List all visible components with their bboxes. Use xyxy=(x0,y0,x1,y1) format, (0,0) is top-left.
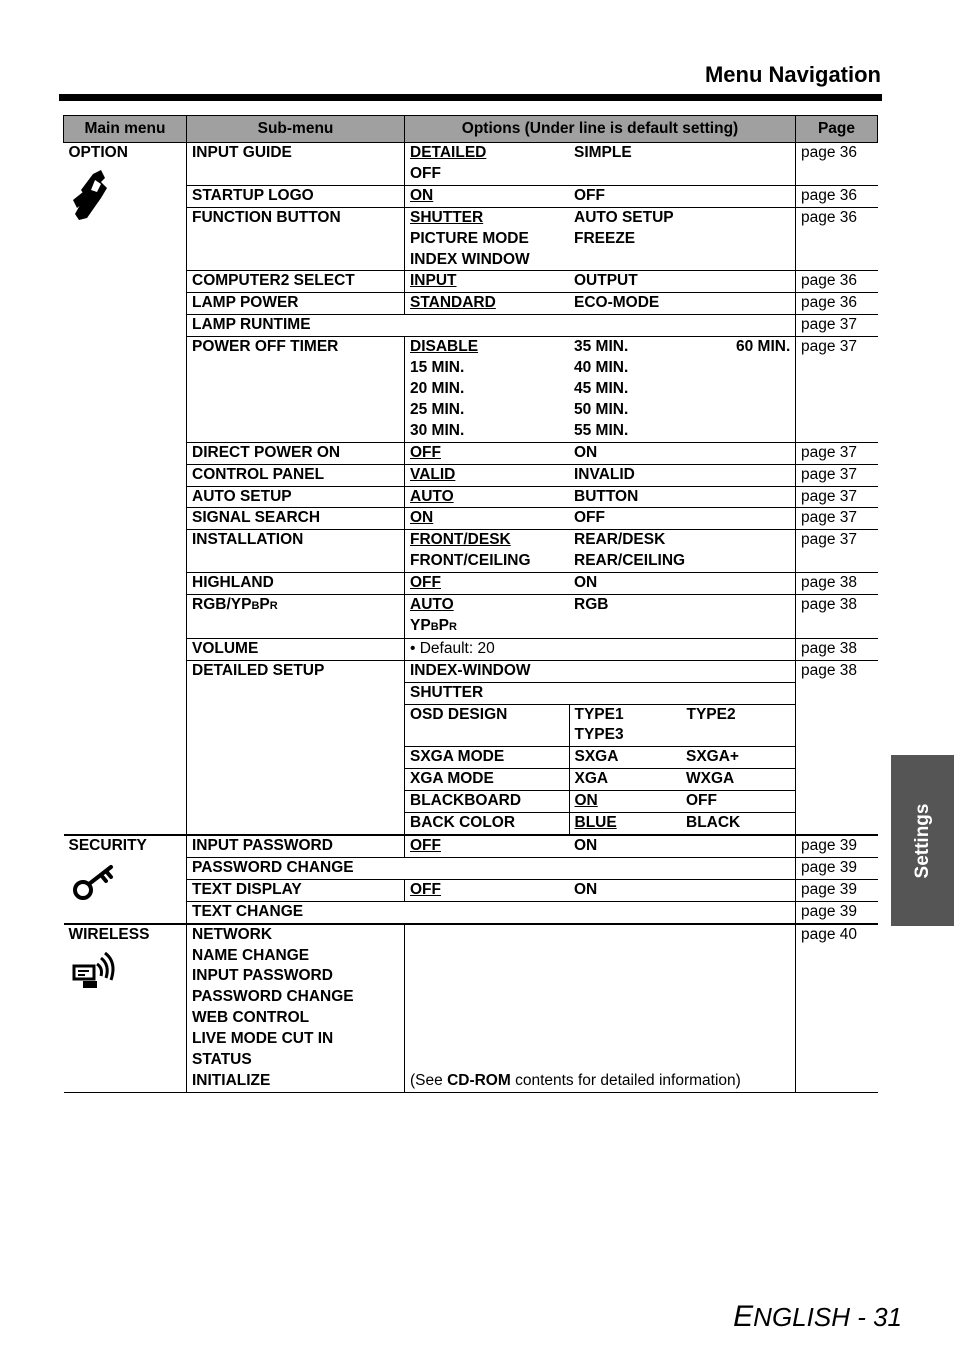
option-value: OFF xyxy=(574,509,605,527)
sub-detailed-setup: DETAILED SETUP xyxy=(187,660,405,835)
option-value: OSD DESIGN xyxy=(405,704,569,747)
table-row xyxy=(64,315,878,337)
table-row xyxy=(64,337,878,443)
table-header-row xyxy=(64,116,878,143)
page-ref: page 36 xyxy=(796,293,878,315)
table-row xyxy=(64,207,878,271)
option-value: RGB xyxy=(574,596,609,614)
sub-highland: HIGHLAND xyxy=(187,573,405,595)
page-ref: page 36 xyxy=(796,143,878,186)
side-tab-label: Settings xyxy=(911,803,933,878)
sub-rgb-ypbpr: RGB/YPBPR xyxy=(187,595,405,639)
option-value: OFF xyxy=(410,164,441,182)
page-ref: page 37 xyxy=(796,508,878,530)
table-row xyxy=(64,464,878,486)
sub-network: NETWORK xyxy=(192,925,273,943)
option-default: OFF xyxy=(410,443,441,461)
main-menu-security xyxy=(64,835,187,924)
sub-password-change: PASSWORD CHANGE xyxy=(192,988,354,1006)
page-ref: page 38 xyxy=(796,660,878,835)
option-value: XGA MODE xyxy=(405,769,569,791)
page-ref: page 37 xyxy=(796,337,878,443)
option-value: 55 MIN. xyxy=(574,421,629,439)
option-default: OFF xyxy=(410,574,441,592)
option-value: ON xyxy=(574,880,598,898)
wireless-note: (See CD-ROM contents for detailed information) xyxy=(405,924,796,1093)
page-footer: ENGLISH - 31 xyxy=(733,1300,902,1333)
key-icon xyxy=(71,863,182,910)
table-row xyxy=(64,442,878,464)
title-rule xyxy=(59,94,882,101)
table-row xyxy=(64,508,878,530)
option-default: ON xyxy=(410,186,434,204)
table-row xyxy=(64,638,878,660)
table-row xyxy=(64,486,878,508)
wireless-projector-icon xyxy=(71,952,182,999)
option-default: DETAILED xyxy=(410,144,487,161)
wireless-sub-list xyxy=(187,924,405,1093)
header-main-menu: Main menu xyxy=(64,116,187,143)
option-value: FRONT/CEILING xyxy=(410,552,531,570)
page-ref: page 36 xyxy=(796,185,878,207)
main-menu-label: WIRELESS xyxy=(68,925,150,943)
option-value: INDEX WINDOW xyxy=(410,250,530,268)
table-row xyxy=(64,271,878,293)
sub-live-mode-cut-in: LIVE MODE CUT IN xyxy=(192,1030,334,1048)
option-default: ON xyxy=(410,509,434,527)
sub-text-change: TEXT CHANGE xyxy=(187,901,796,923)
table-row xyxy=(64,185,878,207)
option-default: OFF xyxy=(410,880,441,898)
option-value: ON xyxy=(574,574,598,592)
option-value: 30 MIN. xyxy=(410,421,465,439)
table-row xyxy=(64,143,878,186)
main-menu-label: SECURITY xyxy=(68,837,147,854)
option-value: 25 MIN. xyxy=(410,400,465,418)
sub-signal-search: SIGNAL SEARCH xyxy=(187,508,405,530)
option-default: AUTO xyxy=(410,487,454,505)
page-ref: page 39 xyxy=(796,901,878,923)
page-ref: page 40 xyxy=(796,924,878,1093)
option-value: 35 MIN. xyxy=(574,338,629,356)
option-default: INPUT xyxy=(410,272,457,290)
option-value: AUTO SETUP xyxy=(574,208,674,226)
option-default: SHUTTER xyxy=(410,208,484,226)
page-ref: page 38 xyxy=(796,595,878,639)
option-value: REAR/CEILING xyxy=(574,552,686,570)
option-value: SHUTTER xyxy=(405,682,795,704)
sub-input-password: INPUT PASSWORD xyxy=(192,967,333,985)
page-ref: page 37 xyxy=(796,442,878,464)
sub-volume: VOLUME xyxy=(187,638,405,660)
option-value: FREEZE xyxy=(574,229,636,247)
table-row xyxy=(64,835,878,857)
option-value: 60 MIN. xyxy=(736,338,791,356)
option-value: ON xyxy=(574,837,598,854)
table-row xyxy=(64,530,878,573)
table-row xyxy=(64,857,878,879)
option-default: DISABLE xyxy=(410,338,479,356)
sub-text-display: TEXT DISPLAY xyxy=(187,879,405,901)
table-row xyxy=(64,901,878,923)
page-ref: page 37 xyxy=(796,315,878,337)
sub-power-off-timer: POWER OFF TIMER xyxy=(187,337,405,443)
table-row xyxy=(64,879,878,901)
option-default: VALID xyxy=(410,465,456,483)
sub-web-control: WEB CONTROL xyxy=(192,1009,310,1027)
sub-password-change: PASSWORD CHANGE xyxy=(187,857,796,879)
sub-startup-logo: STARTUP LOGO xyxy=(187,185,405,207)
page-ref: page 39 xyxy=(796,879,878,901)
sub-computer2-select: COMPUTER2 SELECT xyxy=(187,271,405,293)
table-row xyxy=(64,573,878,595)
table-row xyxy=(64,595,878,639)
option-value: SXGA MODE xyxy=(405,747,569,769)
sub-installation: INSTALLATION xyxy=(187,530,405,573)
option-value: BLACKBOARD xyxy=(405,791,569,813)
option-value: PICTURE MODE xyxy=(410,229,529,247)
main-menu-wireless xyxy=(64,924,187,1093)
sub-function-button: FUNCTION BUTTON xyxy=(187,207,405,271)
option-value: YPBPR xyxy=(410,616,457,634)
option-value: 50 MIN. xyxy=(574,400,629,418)
sub-name-change: NAME CHANGE xyxy=(192,946,310,964)
option-value: 15 MIN. xyxy=(410,359,465,377)
settings-side-tab xyxy=(891,755,954,926)
option-value: INDEX-WINDOW xyxy=(405,661,795,682)
option-value: INVALID xyxy=(574,465,635,483)
sub-lamp-power: LAMP POWER xyxy=(187,293,405,315)
page-ref: page 39 xyxy=(796,857,878,879)
sub-status: STATUS xyxy=(192,1051,252,1069)
option-value: 40 MIN. xyxy=(574,359,629,377)
option-value: ON xyxy=(574,443,598,461)
sub-input-password: INPUT PASSWORD xyxy=(187,835,405,857)
option-default: OFF xyxy=(410,837,441,854)
menu-table xyxy=(63,115,878,1093)
sub-input-guide: INPUT GUIDE xyxy=(187,143,405,186)
option-default: STANDARD xyxy=(410,294,496,312)
option-value: OUTPUT xyxy=(574,272,638,290)
option-value: SIMPLE xyxy=(574,144,632,161)
page-ref: page 36 xyxy=(796,271,878,293)
option-value: BUTTON xyxy=(574,487,639,505)
sub-initialize: INITIALIZE xyxy=(192,1071,271,1089)
table-row xyxy=(64,660,878,835)
main-menu-option xyxy=(64,143,187,836)
option-value: 45 MIN. xyxy=(574,379,629,397)
main-menu-label: OPTION xyxy=(68,144,128,161)
page-ref: page 38 xyxy=(796,573,878,595)
sub-lamp-runtime: LAMP RUNTIME xyxy=(187,315,796,337)
detailed-setup-table: INDEX-WINDOW SHUTTER OSD DESIGN TYPE1 TYPE2 TYPE3 SXGA MODE SXGA SXGA+ XGA MODE XGA WXGA BLACKBOARD ON OFF BACK COLOR BLUE BLACK xyxy=(405,661,795,834)
sub-direct-power-on: DIRECT POWER ON xyxy=(187,442,405,464)
wrench-hand-icon xyxy=(71,170,182,229)
page-ref: page 39 xyxy=(796,835,878,857)
page-ref: page 38 xyxy=(796,638,878,660)
option-value: ECO-MODE xyxy=(574,294,660,312)
sub-auto-setup: AUTO SETUP xyxy=(187,486,405,508)
table-row xyxy=(64,293,878,315)
sub-control-panel: CONTROL PANEL xyxy=(187,464,405,486)
option-value: • Default: 20 xyxy=(405,638,796,660)
option-value: OFF xyxy=(574,186,605,204)
header-sub-menu: Sub-menu xyxy=(187,116,405,143)
page-ref: page 37 xyxy=(796,530,878,573)
page-ref: page 37 xyxy=(796,486,878,508)
header-options: Options (Under line is default setting) xyxy=(405,116,796,143)
option-value: 20 MIN. xyxy=(410,379,465,397)
header-page: Page xyxy=(796,116,878,143)
page-ref: page 36 xyxy=(796,207,878,271)
table-row xyxy=(64,924,878,1093)
option-default: AUTO xyxy=(410,596,454,614)
page-ref: page 37 xyxy=(796,464,878,486)
option-value: REAR/DESK xyxy=(574,531,666,549)
option-value: BACK COLOR xyxy=(410,814,516,832)
option-default: FRONT/DESK xyxy=(410,531,511,549)
page-title: Menu Navigation xyxy=(704,62,881,87)
